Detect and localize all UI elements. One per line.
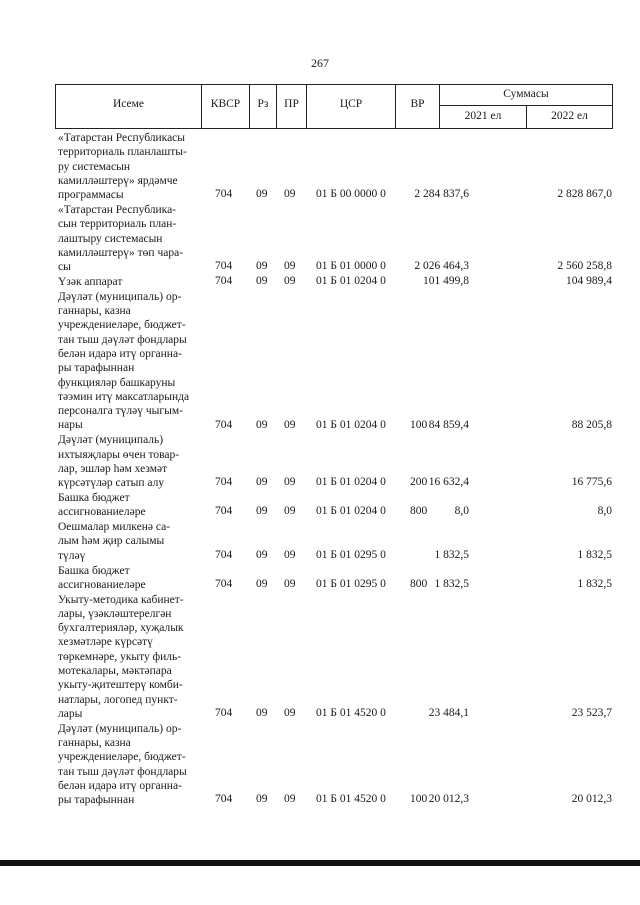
row-csr: 01 Б 01 4520 0 [316,707,386,719]
row-kvsr: 704 [215,793,233,806]
row-name-line: учреждениеләре, бюджет- [58,319,186,332]
row-amount-2022: 88 205,8 [571,418,612,431]
row-amount-2021: 84 859,4 [428,418,469,431]
row-amount-2022: 8,0 [597,505,612,518]
header-rz: Рз [257,98,269,110]
row-name-line: Укыту-методика кабинет- [58,593,184,606]
row-csr: 01 Б 01 0295 0 [316,577,386,590]
row-name-line: территориаль планлашты- [58,146,187,159]
row-name-line: түләү [58,549,86,562]
row-2-name [58,275,198,289]
row-1-name [58,203,198,274]
row-kvsr: 704 [215,188,233,201]
row-name-line: тан тыш дәүләт фондлары [58,765,187,778]
row-amount-2021: 1 832,5 [434,577,469,590]
row-kvsr: 704 [215,548,233,561]
row-vr: 200 [410,476,428,489]
row-name-line: камилләштерү» ярдәмче [58,174,178,187]
row-kvsr: 704 [215,260,233,273]
header-year-2021: 2021 ел [464,110,502,122]
row-name-line: Башка бюджет [58,492,130,504]
row-9-name [58,722,198,808]
row-pr: 09 [284,188,296,201]
row-name-line: тан тыш дәүләт фондлары [58,333,187,346]
row-rz: 09 [256,793,268,806]
row-rz: 09 [256,707,268,719]
row-pr: 09 [284,548,296,561]
row-rz: 09 [256,418,268,431]
row-name-line: Дәүләт (муниципаль) ор- [58,290,182,303]
row-4-name [58,433,198,490]
row-amount-2022: 1 832,5 [577,577,612,590]
row-rz: 09 [256,275,268,287]
row-amount-2021: 1 832,5 [434,548,469,561]
row-name-line: мотекалары, мәктәпара [58,665,172,678]
row-amount-2022: 104 989,4 [566,275,612,287]
row-kvsr: 704 [215,476,233,489]
row-kvsr: 704 [215,577,233,590]
header-sums: Суммасы [503,88,549,100]
row-name-line: укыту-җитештерү комби- [58,679,183,692]
row-name-line: ассигнованиеләре [58,578,146,591]
row-amount-2021: 23 484,1 [428,707,469,719]
header-kvsr: КВСР [210,98,241,110]
row-name-line: белән идарә итү органна- [58,779,182,792]
row-vr: 800 [410,577,428,590]
row-name-line: ихтыяҗлары өчен товар- [58,448,180,461]
row-amount-2021: 20 012,3 [428,793,469,806]
header-year-2022: 2022 ел [551,110,588,122]
row-kvsr: 704 [215,707,233,719]
row-amount-2022: 16 775,6 [571,476,612,489]
row-name-line: ганнары, казна [58,305,131,318]
row-csr: 01 Б 01 0204 0 [316,275,386,287]
row-name-line: бухгалтерияләр, хуҗалык [58,622,184,635]
row-name-line: «Татарстан Республикасы [58,132,186,144]
row-csr: 01 Б 01 0204 0 [316,505,386,518]
row-name-line: төркемнәре, укыту филь- [58,650,182,663]
row-rz: 09 [256,577,268,590]
row-name-line: Дәүләт (муниципаль) ор- [58,722,182,735]
row-rz: 09 [256,260,268,273]
row-amount-2022: 2 828 867,0 [557,188,612,201]
row-name-line: нары [58,419,83,432]
row-pr: 09 [284,505,296,518]
row-pr: 09 [284,793,296,806]
row-name-line: Үзәк аппарат [58,276,123,288]
row-amount-2022: 23 523,7 [571,707,612,719]
row-name-line: лары, үзәкләштерелгән [58,607,172,620]
row-name-line: Оешмалар милкенә са- [58,521,171,534]
row-6-name [58,520,198,563]
row-rz: 09 [256,548,268,561]
row-amount-2021: 16 632,4 [428,476,469,489]
row-name-line: белән идарә итү органна- [58,347,182,360]
row-vr: 100 [410,793,428,806]
row-csr: 01 Б 01 4520 0 [316,793,386,806]
row-pr: 09 [284,418,296,431]
row-csr: 01 Б 00 0000 0 [316,188,386,201]
row-name-line: тәэмин итү максатларында [58,390,190,403]
row-csr: 01 Б 01 0000 0 [316,260,386,273]
row-rz: 09 [256,505,268,518]
row-csr: 01 Б 01 0204 0 [316,418,386,431]
row-name-line: функцияләр башкаруны [58,376,176,389]
row-amount-2022: 1 832,5 [577,548,612,561]
row-amount-2022: 2 560 258,8 [557,260,612,273]
row-7-name [58,564,198,593]
row-csr: 01 Б 01 0295 0 [316,548,386,561]
row-vr: 100 [410,418,428,431]
row-name-line: программасы [58,189,124,202]
row-vr: 800 [410,505,428,518]
header-name: Исеме [112,98,145,110]
row-8-name [58,593,198,722]
row-name-line: ры тарафыннан [58,362,135,375]
row-pr: 09 [284,260,296,273]
row-name-line: хезмәтләре күрсәтү [58,636,153,649]
row-pr: 09 [284,707,296,719]
page-number: 267 [311,56,329,70]
row-name-line: персоналга түләү чыгым- [58,405,183,418]
header-vr: ВР [410,98,425,110]
row-name-line: ру системасын [58,160,131,173]
row-amount-2021: 2 284 837,6 [414,188,469,201]
header-csr: ЦСР [339,98,363,110]
row-name-line: ассигнованиеләре [58,506,146,519]
row-name-line: лары [58,707,83,720]
row-pr: 09 [284,577,296,590]
row-name-line: учреждениеләре, бюджет- [58,751,186,764]
row-kvsr: 704 [215,275,233,287]
row-csr: 01 Б 01 0204 0 [316,476,386,489]
header-pr: ПР [284,98,299,110]
row-amount-2022: 20 012,3 [571,793,612,806]
row-amount-2021: 101 499,8 [423,275,469,287]
page-bottom-border [0,860,640,866]
row-kvsr: 704 [215,418,233,431]
row-rz: 09 [256,476,268,489]
row-kvsr: 704 [215,505,233,518]
row-name-line: лаштыру системасын [58,232,163,245]
row-name-line: «Татарстан Республика- [58,204,177,216]
row-name-line: күрсәтүләр сатып алу [58,477,165,490]
row-name-line: Дәүләт (муниципаль) [58,434,164,447]
row-rz: 09 [256,188,268,201]
row-name-line: лым һәм җир салымы [58,535,165,548]
row-name-line: натлары, логопед пункт- [58,693,178,706]
row-3-name [58,290,198,433]
row-name-line: камилләштерү» төп чара- [58,246,184,259]
row-name-line: лар, эшләр һәм хезмәт [58,462,168,475]
row-pr: 09 [284,275,296,287]
row-name-line: ры тарафыннан [58,794,135,807]
row-name-line: сын территориаль план- [58,218,177,231]
row-amount-2021: 2 026 464,3 [414,260,469,273]
row-0-name [58,131,198,202]
row-name-line: ганнары, казна [58,737,131,750]
row-name-line: сы [58,261,71,274]
row-name-line: Башка бюджет [58,564,130,577]
row-amount-2021: 8,0 [454,505,469,518]
row-5-name [58,491,198,520]
row-pr: 09 [284,476,296,489]
